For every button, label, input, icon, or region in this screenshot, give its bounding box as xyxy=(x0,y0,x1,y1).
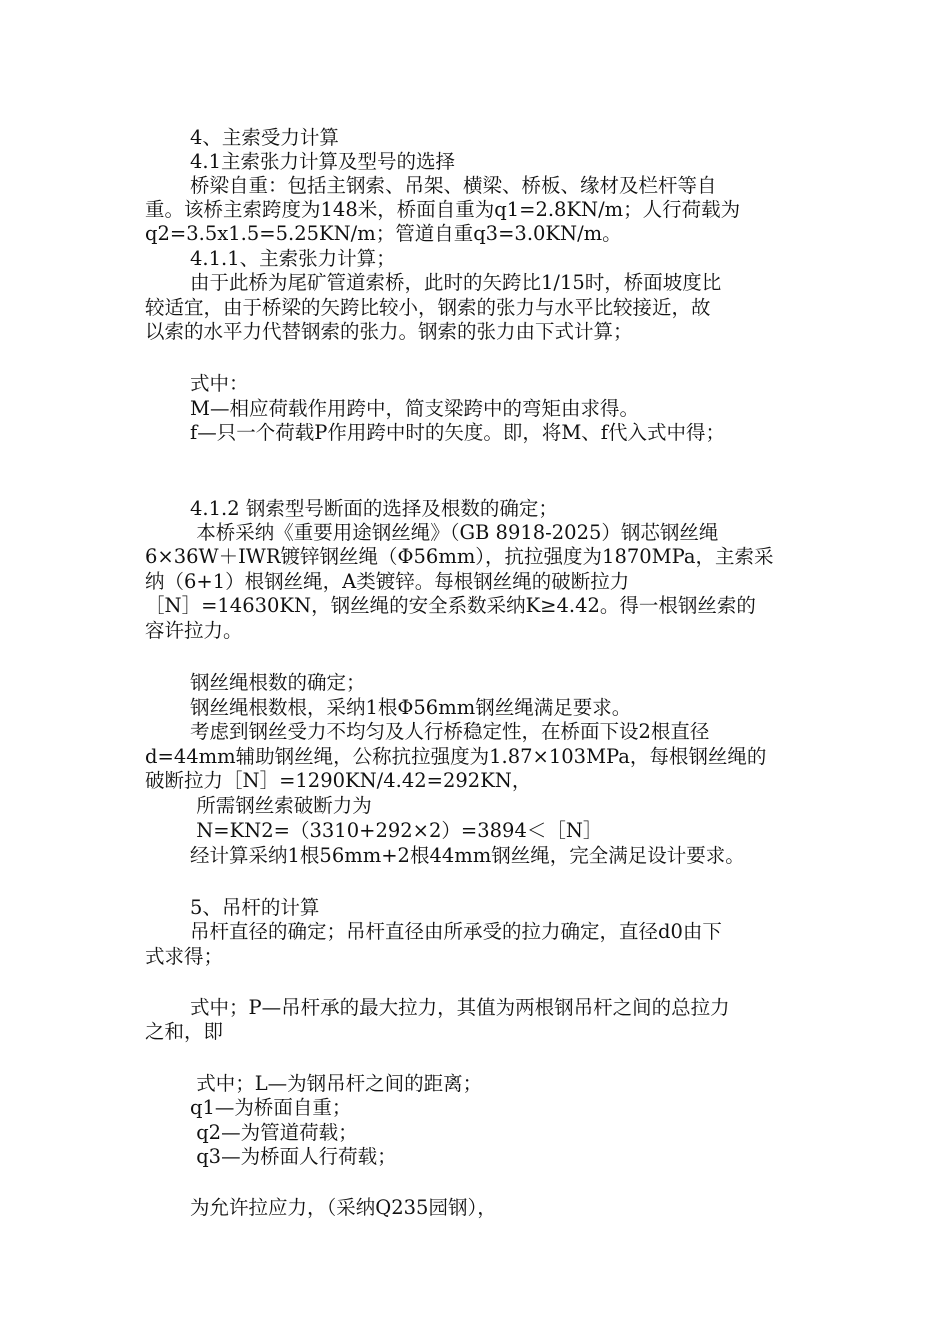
paragraph-line: 钢丝绳根数根，采纳1根Φ56mm钢丝绳满足要求。 xyxy=(190,696,632,719)
paragraph-line: 由于此桥为尾矿管道索桥，此时的矢跨比1/15时，桥面坡度比 xyxy=(190,271,722,294)
section-heading: 5、吊杆的计算 xyxy=(190,896,320,919)
paragraph-line: 之和，即 xyxy=(145,1020,224,1043)
paragraph-line: d=44mm辅助钢丝绳，公称抗拉强度为1.87×103MPa，每根钢丝绳的 xyxy=(145,745,767,768)
paragraph-line: 重。该桥主索跨度为148米，桥面自重为q1=2.8KN/m；人行荷载为 xyxy=(145,198,741,221)
paragraph-line: q1—为桥面自重； xyxy=(190,1096,352,1119)
paragraph-line: 6×36W＋IWR镀锌钢丝绳（Φ56mm），抗拉强度为1870MPa，主索采 xyxy=(145,545,774,568)
paragraph-line: 容许拉力。 xyxy=(145,619,243,642)
paragraph-line: 以索的水平力代替钢索的张力。钢索的张力由下式计算； xyxy=(145,320,633,343)
paragraph-line: 桥梁自重：包括主钢索、吊架、横梁、桥板、缘材及栏杆等自 xyxy=(190,174,717,197)
subsection-heading: 4.1.2 钢索型号断面的选择及根数的确定； xyxy=(190,497,558,520)
formula-line: N=KN2=（3310+292×2）=3894＜［N］ xyxy=(190,819,603,842)
paragraph-line: q2=3.5x1.5=5.25KN/m；管道自重q3=3.0KN/m。 xyxy=(145,222,622,245)
paragraph-line: 考虑到钢丝受力不均匀及人行桥稳定性，在桥面下设2根直径 xyxy=(190,720,710,743)
paragraph-line: 破断拉力［N］=1290KN/4.42=292KN， xyxy=(145,769,532,792)
subsection-heading: 4.1.1、主索张力计算； xyxy=(190,247,396,270)
paragraph-line: f—只一个荷载P作用跨中时的矢度。即，将M、f代入式中得； xyxy=(190,421,726,444)
paragraph-line: 纳（6+1）根钢丝绳，A类镀锌。每根钢丝绳的破断拉力 xyxy=(145,570,630,593)
paragraph-line: q3—为桥面人行荷载； xyxy=(190,1145,397,1168)
paragraph-line: q2—为管道荷载； xyxy=(190,1121,358,1144)
paragraph-line: 式中；L—为钢吊杆之间的距离； xyxy=(190,1072,483,1095)
paragraph-line: 所需钢丝索破断力为 xyxy=(190,794,372,817)
section-heading: 4、主索受力计算 xyxy=(190,126,339,149)
paragraph-line: M—相应荷载作用跨中，简支梁跨中的弯矩由求得。 xyxy=(190,397,639,420)
paragraph-line: 式求得； xyxy=(145,945,224,968)
paragraph-line: 式中；P—吊杆承的最大拉力，其值为两根钢吊杆之间的总拉力 xyxy=(190,996,730,1019)
paragraph-line: 为允许拉应力，（采纳Q235园钢）， xyxy=(190,1196,497,1219)
paragraph-line: 经计算采纳1根56mm+2根44mm钢丝绳，完全满足设计要求。 xyxy=(190,844,745,867)
paragraph-line: 本桥采纳《重要用途钢丝绳》（GB 8918-2025）钢芯钢丝绳 xyxy=(190,521,719,544)
paragraph-line: 式中： xyxy=(190,372,249,395)
paragraph-line: 较适宜，由于桥梁的矢跨比较小，钢索的张力与水平比较接近，故 xyxy=(145,296,711,319)
paragraph-line: 钢丝绳根数的确定； xyxy=(190,671,366,694)
paragraph-line: 吊杆直径的确定；吊杆直径由所承受的拉力确定，直径d0由下 xyxy=(190,920,722,943)
paragraph-line: ［N］=14630KN，钢丝绳的安全系数采纳K≥4.42。得一根钢丝索的 xyxy=(145,594,756,617)
subsection-heading: 4.1主索张力计算及型号的选择 xyxy=(190,150,456,173)
